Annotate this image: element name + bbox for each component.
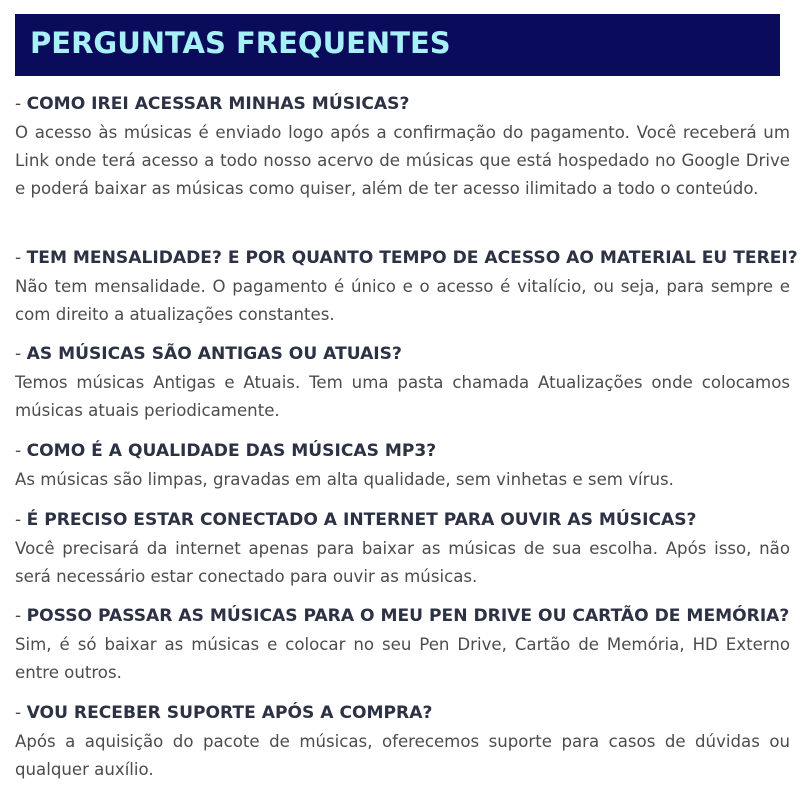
faq-item-subscription — [15, 246, 798, 329]
faq-item-quality — [15, 439, 790, 494]
faq-question — [15, 701, 790, 725]
faq-answer: Não tem mensalidade. O pagamento é único e o acesso é vitalício, ou seja, para sempre e com direito a atualizações constantes. — [15, 277, 790, 324]
faq-answer: Sim, é só baixar as músicas e colocar no seu Pen Drive, Cartão de Memória, HD Externo entre outros. — [15, 635, 790, 682]
faq-question-text: AS MÚSICAS SÃO ANTIGAS OU ATUAIS? — [26, 344, 402, 364]
page-title: PERGUNTAS FREQUENTES — [30, 26, 451, 60]
faq-item-support — [15, 701, 790, 784]
faq-header-banner — [15, 14, 780, 76]
faq-answer: Temos músicas Antigas e Atuais. Tem uma pasta chamada Atualizações onde colocamos músicas atuais periodicamente. — [15, 373, 790, 420]
faq-item-internet — [15, 508, 790, 591]
faq-question — [15, 246, 798, 270]
faq-dash: - — [15, 510, 27, 530]
faq-question-text: VOU RECEBER SUPORTE APÓS A COMPRA? — [26, 703, 433, 723]
faq-question-text: TEM MENSALIDADE? E POR QUANTO TEMPO DE ACESSO AO MATERIAL EU TEREI? — [26, 248, 798, 268]
faq-item-pen-drive — [15, 604, 790, 687]
faq-item-access — [15, 92, 790, 203]
faq-answer: Após a aquisição do pacote de músicas, oferecemos suporte para casos de dúvidas ou qualquer auxílio. — [15, 732, 790, 779]
faq-answer: O acesso às músicas é enviado logo após a confirmação do pagamento. Você receberá um Link onde terá acesso a todo nosso acervo de músicas que está hospedado no Google Drive e poderá baixar as músicas como quiser, além de ter acesso ilimitado a todo o conteúdo. — [15, 123, 790, 198]
faq-question-text: COMO É A QUALIDADE DAS MÚSICAS MP3? — [26, 441, 437, 461]
faq-answer: Você precisará da internet apenas para baixar as músicas de sua escolha. Após isso, não será necessário estar conectado para ouvir as músicas. — [15, 539, 790, 586]
faq-question — [15, 342, 790, 366]
faq-answer: As músicas são limpas, gravadas em alta qualidade, sem vinhetas e sem vírus. — [15, 470, 674, 489]
faq-item-old-or-new — [15, 342, 790, 425]
faq-question — [15, 604, 790, 628]
faq-dash: - — [15, 94, 27, 114]
faq-question-text: POSSO PASSAR AS MÚSICAS PARA O MEU PEN DRIVE OU CARTÃO DE MEMÓRIA? — [26, 606, 790, 626]
faq-dash: - — [15, 344, 27, 364]
faq-question-text: É PRECISO ESTAR CONECTADO A INTERNET PARA OUVIR AS MÚSICAS? — [26, 510, 697, 530]
faq-question-text: COMO IREI ACESSAR MINHAS MÚSICAS? — [26, 94, 410, 114]
faq-dash: - — [15, 703, 27, 723]
faq-dash: - — [15, 441, 27, 461]
faq-question — [15, 439, 790, 463]
faq-question — [15, 92, 790, 116]
faq-dash: - — [15, 248, 27, 268]
faq-dash: - — [15, 606, 27, 626]
faq-question — [15, 508, 790, 532]
